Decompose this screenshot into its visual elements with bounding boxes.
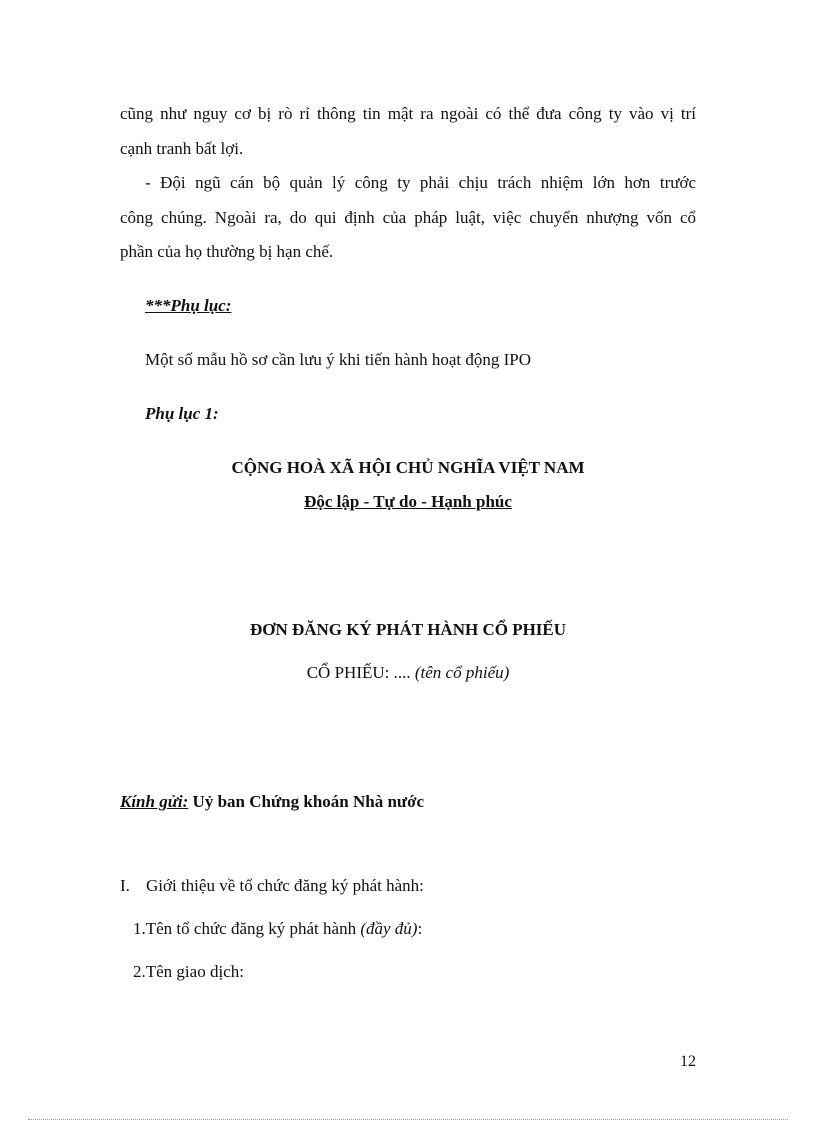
paragraph-2-line-2: công chúng. Ngoài ra, do qui định của pháp luật, việc chuyển nhượng vốn cổ [120, 208, 696, 227]
paragraph-1-line-2: cạnh tranh bất lợi. [120, 139, 244, 158]
paragraph-2-line-3: phần của họ thường bị hạn chế. [120, 242, 334, 261]
addressee-label: Kính gửi: [120, 792, 189, 811]
form-title: ĐƠN ĐĂNG KÝ PHÁT HÀNH CỔ PHIẾU [249, 620, 567, 639]
addressee-recipient: Uỷ ban Chứng khoán Nhà nước [192, 792, 425, 811]
section-1-item-1-suffix: : [417, 919, 423, 938]
form-subtitle-placeholder: (tên cổ phiếu) [414, 663, 510, 682]
section-1-title-line [120, 876, 424, 896]
form-subtitle-prefix: CỔ PHIẾU: .... [306, 663, 411, 682]
paragraph-1-line-1: cũng như nguy cơ bị rò rỉ thông tin mật ra ngoài có thể đưa công ty vào vị trí [120, 104, 696, 123]
form-subtitle [120, 663, 696, 683]
appendix-heading: ***Phụ lục: [145, 296, 232, 315]
footer-divider [28, 1119, 788, 1120]
national-title: CỘNG HOÀ XÃ HỘI CHỦ NGHĨA VIỆT NAM [231, 458, 585, 477]
section-1-item-2: 2.Tên giao dịch: [133, 962, 244, 981]
national-motto-wrap [120, 492, 696, 512]
section-1-item-1 [133, 919, 422, 939]
appendix-1-heading: Phụ lục 1: [145, 404, 219, 423]
section-1-item-1-label: 1.Tên tổ chức đăng ký phát hành [133, 919, 357, 938]
page-number: 12 [680, 1053, 696, 1070]
national-motto: Độc lập - Tự do - Hạnh phúc [304, 492, 512, 511]
addressee-line [120, 792, 424, 812]
section-1-title: Giới thiệu về tổ chức đăng ký phát hành: [146, 876, 424, 895]
paragraph-2-line-1: - Đội ngũ cán bộ quản lý công ty phải chịu trách nhiệm lớn hơn trước [145, 173, 696, 192]
section-1-item-1-note: (đầy đủ) [360, 919, 418, 938]
section-1-numeral: I. [120, 876, 130, 895]
appendix-intro: Một số mẫu hồ sơ cần lưu ý khi tiến hành hoạt động IPO [145, 350, 532, 369]
